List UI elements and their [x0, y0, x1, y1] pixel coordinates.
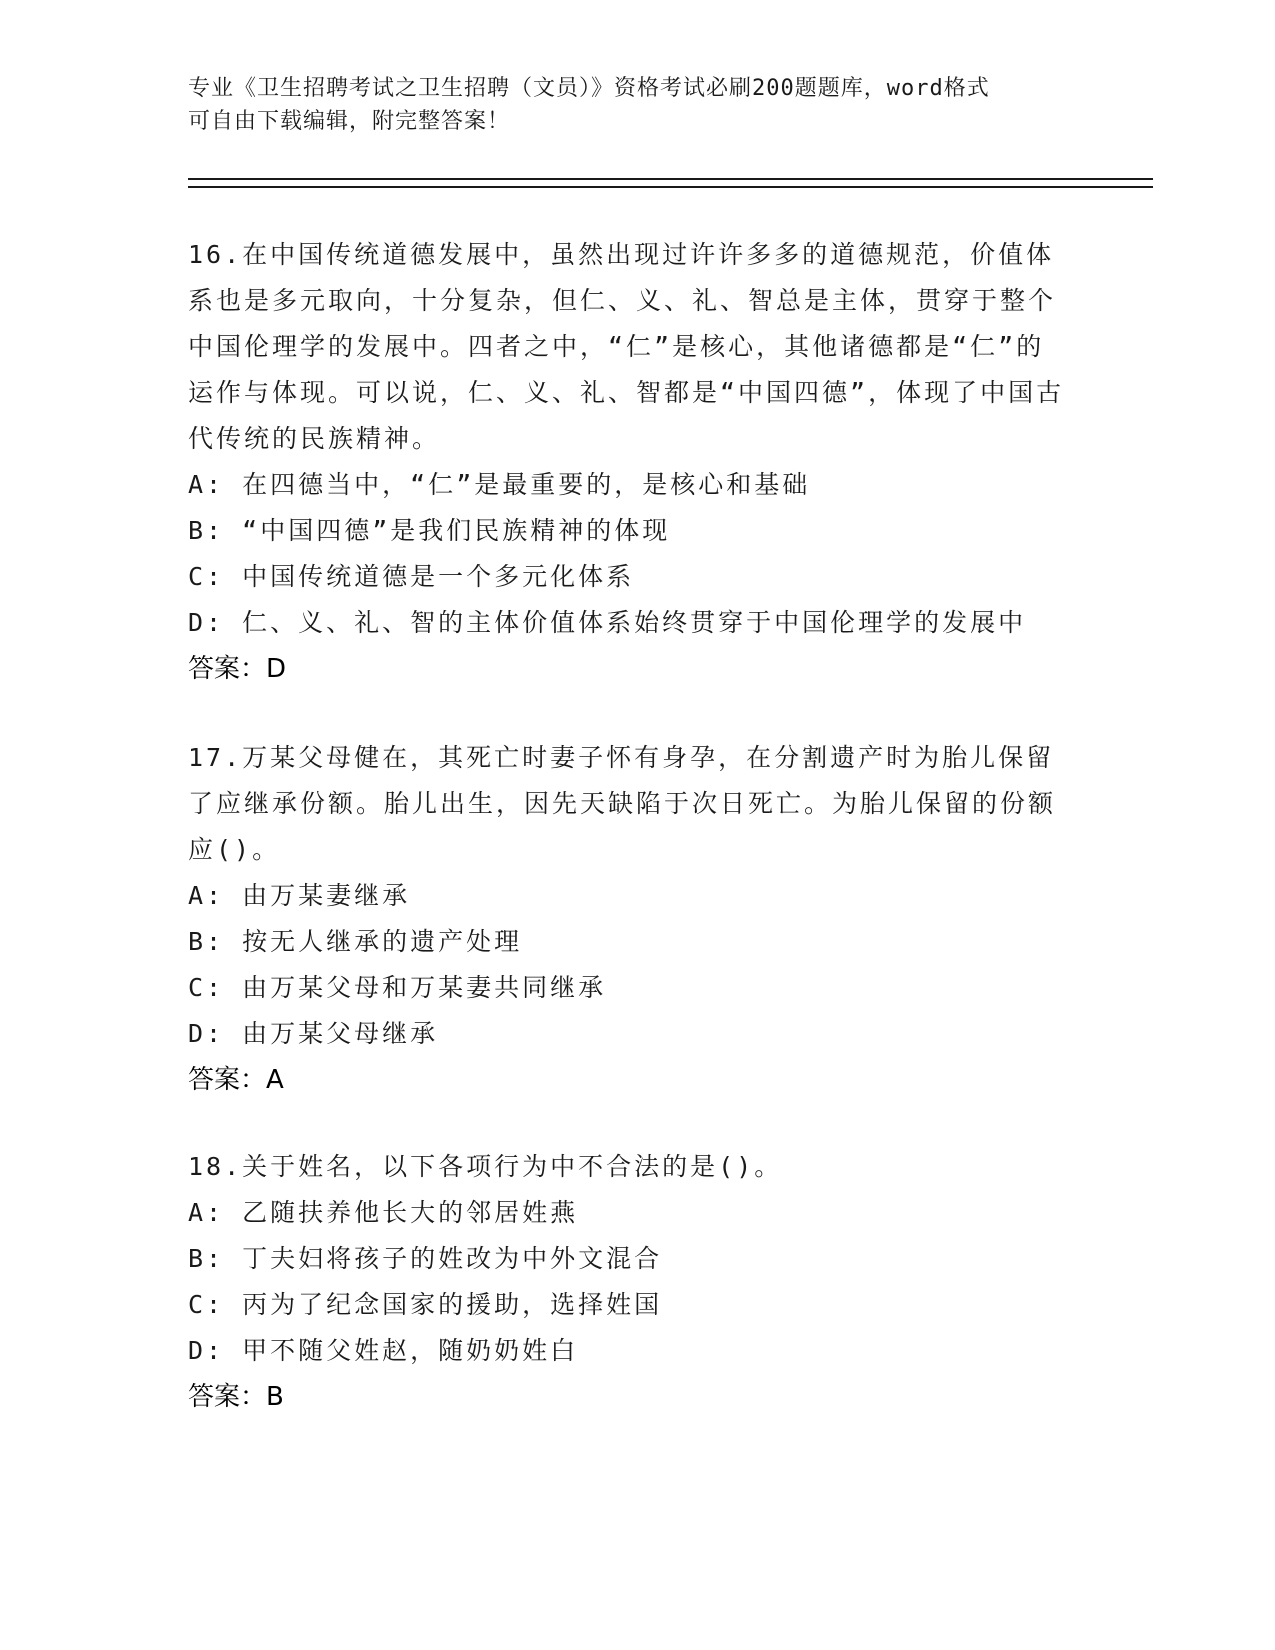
answer: 答案：A: [188, 1065, 284, 1095]
header-double-rule: [188, 178, 1153, 188]
option-c: C: 中国传统道德是一个多元化体系: [188, 562, 635, 591]
option-b: B: 按无人继承的遗产处理: [188, 927, 523, 956]
option-a: A: 由万某妻继承: [188, 881, 411, 910]
header-line-1: 专业《卫生招聘考试之卫生招聘（文员）》资格考试必刷200题题库，word格式: [188, 76, 990, 101]
option-d: D: 甲不随父姓赵，随奶奶姓白: [188, 1336, 579, 1365]
question-18: [188, 1144, 1068, 1420]
question-stem: 17.万某父母健在，其死亡时妻子怀有身孕，在分割遗产时为胎儿保留了应继承份额。胎儿出生，因先天缺陷于次日死亡。为胎儿保留的份额应()。: [188, 743, 1057, 864]
option-c: C: 丙为了纪念国家的援助，选择姓国: [188, 1290, 663, 1319]
question-17: [188, 735, 1068, 1103]
answer: 答案：D: [188, 654, 287, 684]
question-16: [188, 232, 1068, 692]
option-c: C: 由万某父母和万某妻共同继承: [188, 973, 607, 1002]
option-b: B: “中国四德”是我们民族精神的体现: [188, 516, 671, 545]
page-header: [188, 72, 1088, 138]
header-line-2: 可自由下载编辑，附完整答案！: [188, 109, 511, 134]
option-a: A: 在四德当中，“仁”是最重要的，是核心和基础: [188, 470, 811, 499]
option-d: D: 由万某父母继承: [188, 1019, 439, 1048]
answer: 答案：B: [188, 1382, 284, 1412]
question-stem: 16.在中国传统道德发展中，虽然出现过许许多多的道德规范，价值体系也是多元取向，十分复杂，但仁、义、礼、智总是主体，贯穿于整个中国伦理学的发展中。四者之中，“仁”是核心，其他诸德都是“仁”的运作与体现。可以说，仁、义、礼、智都是“中国四德”，体现了中国古代传统的民族精神。: [188, 240, 1065, 453]
option-b: B: 丁夫妇将孩子的姓改为中外文混合: [188, 1244, 663, 1273]
option-d: D: 仁、义、礼、智的主体价值体系始终贯穿于中国伦理学的发展中: [188, 608, 1027, 637]
option-a: A: 乙随扶养他长大的邻居姓燕: [188, 1198, 579, 1227]
question-stem: 18.关于姓名，以下各项行为中不合法的是()。: [188, 1152, 783, 1181]
